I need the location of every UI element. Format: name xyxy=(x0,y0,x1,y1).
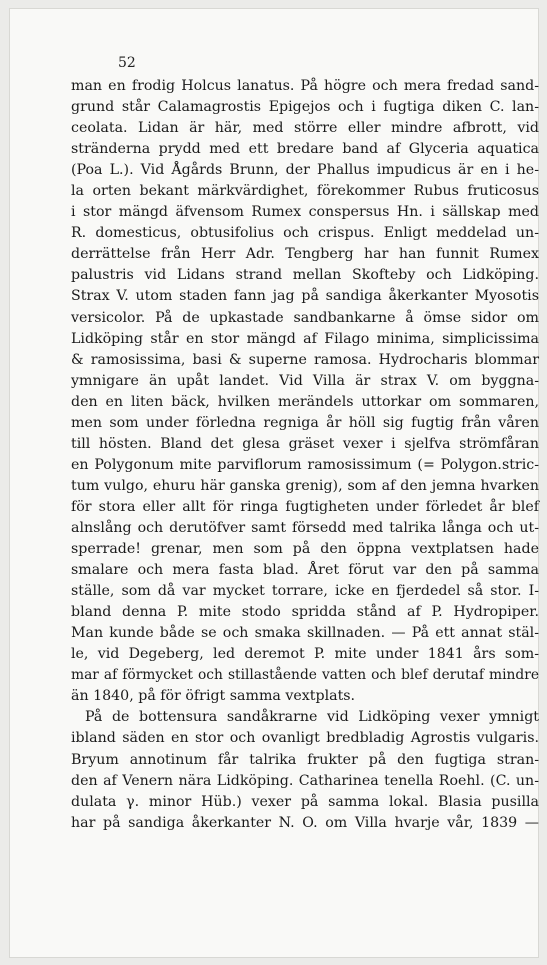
text-line: mar af förmycket och stillastående vatten och blef derutaf mindre xyxy=(71,667,539,684)
text-line: På de bottensura sandåkrarne vid Lidköping vexer ymnigt xyxy=(85,709,539,726)
text-line: ceolata. Lidan är här, med större eller mindre afbrott, vid xyxy=(71,120,539,137)
text-line: än 1840, på för öfrigt samma vextplats. xyxy=(71,688,356,705)
text-line: den af Venern nära Lidköping. Catharinea tenella Roehl. (C. un- xyxy=(71,772,539,789)
text-line: man en frodig Holcus lanatus. På högre och mera fredad sand- xyxy=(71,78,539,94)
text-line: har på sandiga åkerkanter N. O. om Villa hvarje vår, 1839 — xyxy=(71,814,539,831)
text-line: Lidköping står en stor mängd af Filago minima, simplicissima xyxy=(71,330,539,347)
text-line: ymnigare än upåt landet. Vid Villa är strax V. om byggna- xyxy=(71,372,539,389)
text-line: sperrade! grenar, men som på den öppna vextplatsen hade xyxy=(71,541,539,558)
text-line: till hösten. Bland det glesa gräset vexer i sjelfva strömfåran xyxy=(71,435,539,452)
body-text xyxy=(71,76,539,834)
text-line: bland denna P. mite stodo spridda stånd af P. Hydropiper. xyxy=(71,604,539,621)
text-line: la orten bekant märkvärdighet, förekommer Rubus fruticosus xyxy=(71,183,539,200)
text-line: ibland säden en stor och ovanligt bredbladig Agrostis vulgaris. xyxy=(71,730,539,747)
text-line: palustris vid Lidans strand mellan Skofteby och Lidköping. xyxy=(71,267,539,284)
text-line: R. domesticus, obtusifolius och crispus. Enligt meddelad un- xyxy=(71,225,539,242)
text-line: Strax V. utom staden fann jag på sandiga åkerkanter Myosotis xyxy=(71,288,539,305)
text-line: en Polygonum mite parviflorum ramosissimum (= Polygon.stric- xyxy=(71,456,539,473)
book-page xyxy=(9,8,539,958)
page-number: 52 xyxy=(118,55,136,71)
text-line: smalare och mera fasta blad. Året förut var den på samma xyxy=(71,562,539,579)
text-line: Bryum annotinum får talrika frukter på den fugtiga stran- xyxy=(71,751,539,768)
text-line: dulata γ. minor Hüb.) vexer på samma lokal. Blasia pusilla xyxy=(71,793,539,810)
text-line: grund står Calamagrostis Epigejos och i fugtiga diken C. lan- xyxy=(71,99,539,116)
text-line: i stor mängd äfvensom Rumex conspersus Hn. i sällskap med xyxy=(71,204,539,221)
text-line: den en liten bäck, hvilken merändels uttorkar om sommaren, xyxy=(71,393,539,410)
text-line: stränderna prydd med ett bredare band af Glyceria aquatica xyxy=(71,141,539,158)
text-line: & ramosissima, basi & superne ramosa. Hydrocharis blommar xyxy=(71,351,539,368)
text-line: alnslång och derutöfver samt försedd med talrika långa och ut- xyxy=(71,519,539,536)
text-line: ställe, som då var mycket torrare, icke en fjerdedel så stor. I- xyxy=(71,583,539,600)
text-line: versicolor. På de upkastade sandbankarne å ömse sidor om xyxy=(71,309,539,326)
text-line: tum vulgo, ehuru här ganska grenig), som af den jemna hvarken xyxy=(71,477,539,494)
text-line: för stora eller allt för ringa fugtigheten under förledet år blef xyxy=(71,498,539,515)
text-line: (Poa L.). Vid Ågårds Brunn, der Phallus impudicus är en i he- xyxy=(71,162,539,179)
text-line: derrättelse från Herr Adr. Tengberg har han funnit Rumex xyxy=(71,246,539,263)
text-line: men som under förledna regniga år höll sig fugtig från våren xyxy=(71,414,539,431)
text-line: Man kunde både se och smaka skillnaden. — På ett annat stäl- xyxy=(71,625,539,642)
text-line: le, vid Degeberg, led deremot P. mite under 1841 års som- xyxy=(71,646,539,663)
